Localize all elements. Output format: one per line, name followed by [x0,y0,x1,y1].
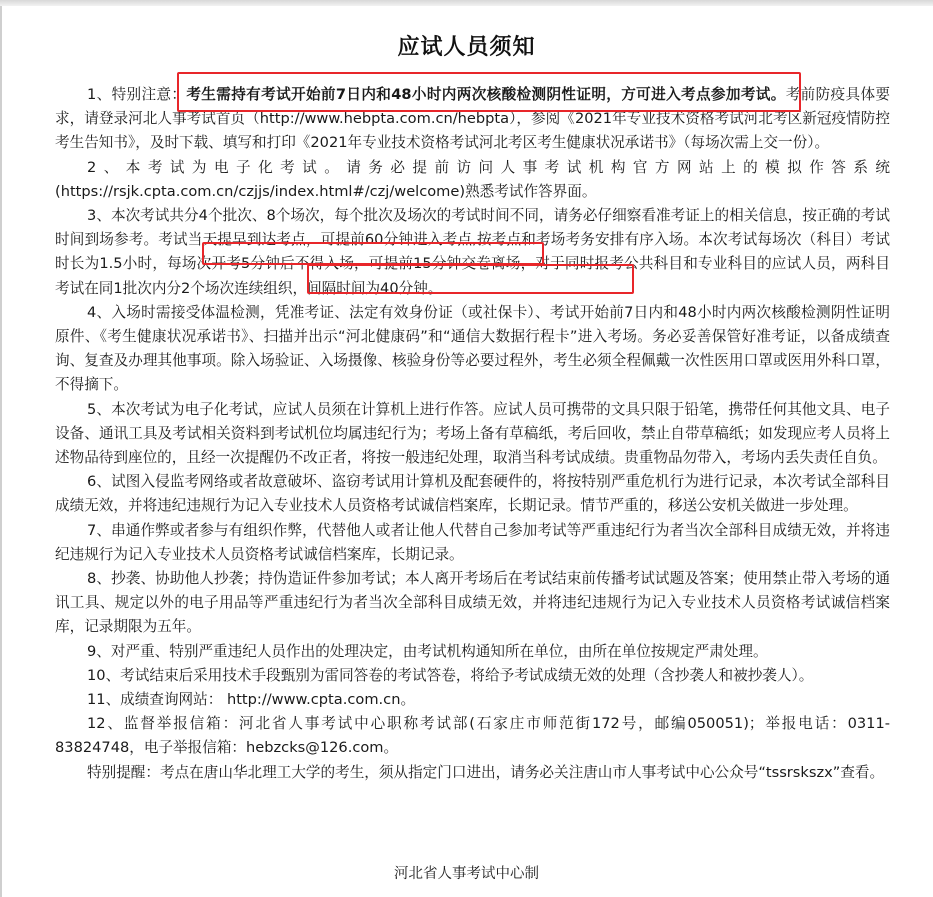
document-title: 应试人员须知 [397,35,536,60]
notice-item-5: 5、本次考试为电子化考试，应试人员须在计算机上进行作答。应试人员可携带的文具只限于铅笔，携带任何其他文具、电子设备、通讯工具及考试相关资料到考试机位均属违纪行为；考场上备有草稿纸，考后回收，禁止自带草稿纸；如发现应考人员将上述物品待到座位的，且经一次提醒仍不改正者，将按一般违纪处理，取消当科考试成绩。贵重物品勿带入，考场内丢失责任自负。 [55,400,890,467]
notice-3-part2: 按考点和考场考务安排有序入场。本次考试每场次（科目）考试时长为1.5小时，每场次 [55,231,890,273]
notice-item-9: 9、对严重、特别严重违纪人员作出的处理决定，由考试机构通知所在单位，由所在单位按规定严肃处理。 [87,642,768,660]
notice-item-6: 6、试图入侵监考网络或者故意破坏、盗窃考试用计算机及配套硬件的，将按特别严重危机行为进行记录，本次考试全部科目成绩无效，并将违纪违规行为记入专业技术人员资格考试诚信档案库，长期记录。情节严重的，移送公安机关做进一步处理。 [55,473,890,515]
notice-item-1 [55,83,890,156]
issuer-signature: 河北省人事考试中心制 [394,866,539,882]
notice-item-4: 4、入场时需接受体温检测，凭准考证、法定有效身份证（或社保卡）、考试开始前7日内和48小时内两次核酸检测阴性证明原件、《考生健康状况承诺书》、扫描并出示“河北健康码”和“通信大数据行程卡”进入考场。务必妥善保管好准考证，以备成绩查询、复查及办理其他事项。除入场验证、入场摄像、核验身份等必要过程外，考生必须全程佩戴一次性医用口罩或医用外科口罩，不得摘下。 [55,303,890,394]
notice-item-10: 10、考试结束后采用技术手段甄别为雷同答卷的考试答卷，将给予考试成绩无效的处理（含抄袭人和被抄袭人）。 [87,666,814,684]
notice-item-12: 12、监督举报信箱：河北省人事考试中心职称考试部(石家庄市师范街172号，邮编050051)；举报电话：0311-83824748，电子举报信箱：hebzcks@126.com。 [55,715,890,757]
notice-item-11: 11、成绩查询网站： http://www.cpta.com.cn。 [87,691,416,709]
notice-3-highlight1: 考试当天提早到达考点，可提前60分钟进入考点, [158,231,477,249]
special-reminder: 特别提醒：考点在唐山华北理工大学的考生，须从指定门口进出，请务必关注唐山市人事考试中心公众号“tssrskszx”查看。 [87,763,885,781]
notice-item-8: 8、抄袭、协助他人抄袭；持伪造证件参加考试；本人离开考场后在考试结束前传播考试试题及答案；使用禁止带入考场的通讯工具、规定以外的电子用品等严重违纪行为者当次全部科目成绩无效，并将违纪违规行为记入专业技术人员资格考试诚信档案库，记录期限为五年。 [55,570,890,636]
notice-3-part1: 3、本次考试共分4个批次、8个场次，每个批次及场次的考试时间不同，请务必仔细察看准考证上的相关信息，按正确的考试时间到场参考。 [55,207,890,249]
notice-item-7: 7、串通作弊或者参与有组织作弊，代替他人或者让他人代替自己参加考试等严重违纪行为者当次全部科目成绩无效，并将违纪违规行为记入专业技术人员资格考试诚信档案库，长期记录。 [55,521,890,563]
notice-3-highlight2: 开考5分钟后不得入场，可提前15分钟交卷离场 [211,255,521,273]
notice-1-prefix: 1、特别注意： [87,86,187,103]
notice-item-3 [55,204,890,301]
notice-1-highlight: 考生需持有考试开始前7日内和48小时内两次核酸检测阴性证明，方可进入考点参加考试。 [186,86,786,103]
notice-item-2: 2、本考试为电子化考试。请务必提前访问人事考试机构官方网站上的模拟作答系统(https://rsjk.cpta.com.cn/czjjs/index.html#/czj/welcome)熟悉考试作答界面。 [55,158,890,200]
document-body [55,83,890,785]
notice-1-rest: 考前防疫具体要求，请登录河北人事考试首页（http://www.hebpta.com.cn/hebpta），参阅《2021年专业技术资格考试河北考区新冠疫情防控考生告知书》，及时下载、填写和打印《2021年专业技术资格考试河北考区考生健康状况承诺书》（每场次需上交一份）。 [55,86,890,152]
notice-3-part3: ，对于同时报考公共科目和专业科目的应试人员，两科目考试在同1批次内分2个场次连续组织，间隔时间为40分钟。 [55,255,890,297]
